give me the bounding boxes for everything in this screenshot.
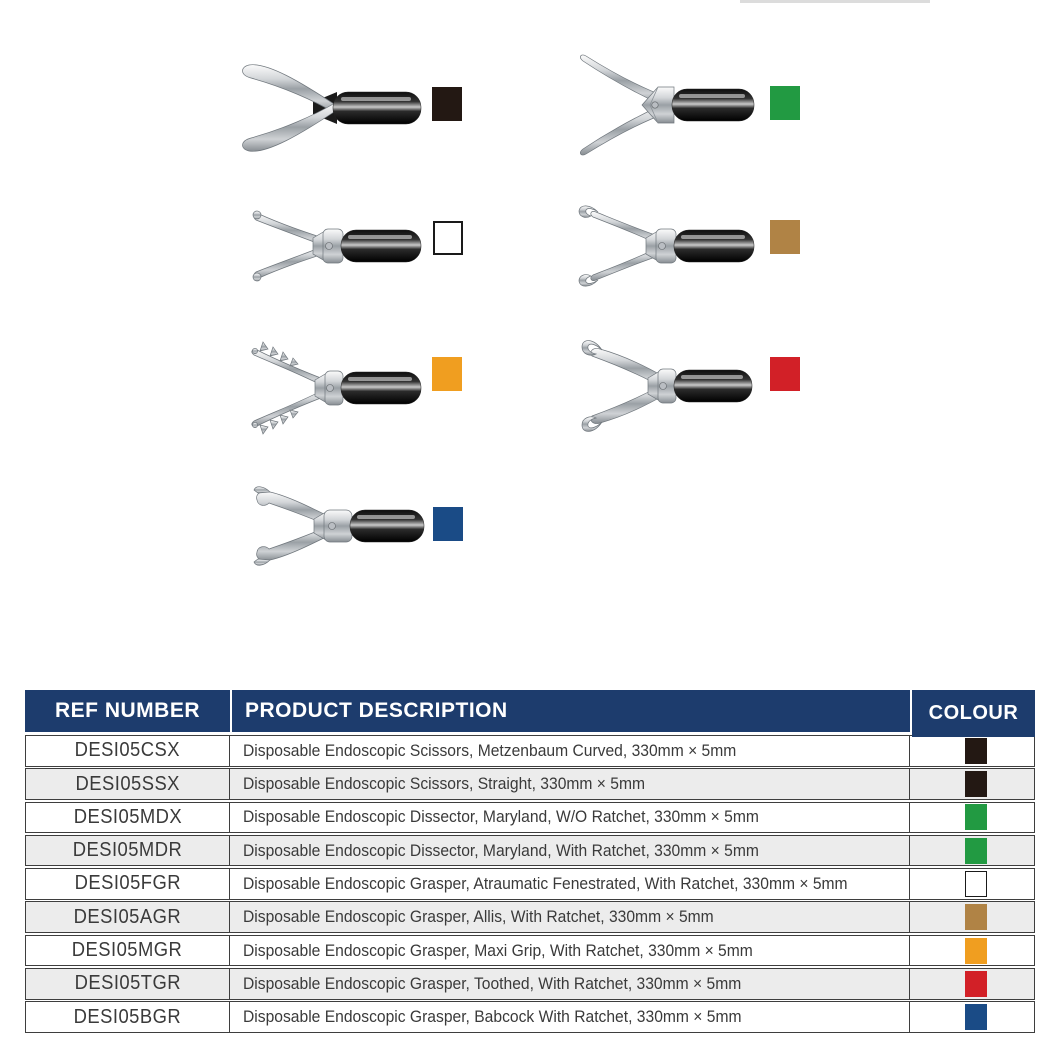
ref-number: DESI05FGR bbox=[74, 872, 181, 895]
colour-swatch bbox=[965, 771, 987, 797]
colour-swatch-black bbox=[432, 87, 462, 121]
product-description: Disposable Endoscopic Scissors, Metzenbaum Curved, 330mm × 5mm bbox=[243, 740, 737, 760]
product-description: Disposable Endoscopic Scissors, Straight, 330mm × 5mm bbox=[243, 774, 646, 794]
ref-number-cell bbox=[26, 1002, 230, 1032]
colour-cell bbox=[910, 902, 1034, 932]
colour-cell bbox=[910, 836, 1034, 866]
ref-number-cell bbox=[26, 936, 230, 966]
colour-swatch bbox=[965, 804, 987, 830]
table-header-row bbox=[25, 690, 1035, 735]
product-description-cell bbox=[230, 769, 910, 799]
product-description-cell bbox=[230, 936, 910, 966]
table-row bbox=[25, 802, 1035, 834]
colour-swatch bbox=[965, 938, 987, 964]
colour-cell bbox=[910, 936, 1034, 966]
table-row bbox=[25, 768, 1035, 800]
scissors-curved-illustration bbox=[225, 48, 425, 168]
colour-swatch-red bbox=[770, 357, 800, 391]
colour-cell bbox=[910, 803, 1034, 833]
colour-cell bbox=[910, 869, 1034, 899]
page-edge-artifact bbox=[740, 0, 930, 3]
ref-number: DESI05CSX bbox=[74, 739, 181, 762]
colour-cell bbox=[910, 736, 1034, 766]
colour-swatch-tan bbox=[770, 220, 800, 254]
table-row bbox=[25, 935, 1035, 967]
maryland-illustration bbox=[558, 45, 758, 165]
colour-swatch bbox=[965, 1004, 987, 1030]
ref-number-cell bbox=[26, 969, 230, 999]
colour-cell bbox=[910, 969, 1034, 999]
colour-swatch bbox=[965, 838, 987, 864]
ref-number-cell bbox=[26, 902, 230, 932]
colour-cell bbox=[910, 769, 1034, 799]
colour-cell bbox=[910, 1002, 1034, 1032]
instrument-maxi-grip-grasper bbox=[225, 328, 425, 448]
instrument-fenestrated-grasper bbox=[225, 186, 425, 306]
instrument-babcock-grasper bbox=[228, 466, 428, 586]
product-table bbox=[25, 690, 1035, 1035]
babcock-illustration bbox=[228, 466, 428, 586]
product-description-cell bbox=[230, 803, 910, 833]
product-description-cell bbox=[230, 836, 910, 866]
product-description: Disposable Endoscopic Grasper, Babcock With Ratchet, 330mm × 5mm bbox=[243, 1007, 742, 1027]
ref-number-cell bbox=[26, 769, 230, 799]
product-description: Disposable Endoscopic Grasper, Allis, With Ratchet, 330mm × 5mm bbox=[243, 907, 714, 927]
colour-swatch bbox=[965, 871, 987, 897]
maxi-grip-illustration bbox=[225, 328, 425, 448]
product-description: Disposable Endoscopic Dissector, Maryland, W/O Ratchet, 330mm × 5mm bbox=[243, 807, 759, 827]
toothed-illustration bbox=[556, 326, 756, 446]
ref-number: DESI05MGR bbox=[72, 939, 183, 962]
product-description-cell bbox=[230, 736, 910, 766]
table-row bbox=[25, 835, 1035, 867]
table-row bbox=[25, 868, 1035, 900]
colour-swatch-blue bbox=[433, 507, 463, 541]
colour-swatch-green bbox=[770, 86, 800, 120]
table-row bbox=[25, 968, 1035, 1000]
instrument-toothed-grasper bbox=[556, 326, 756, 446]
header-product-description: PRODUCT DESCRIPTION bbox=[232, 690, 910, 732]
header-ref-number: REF NUMBER bbox=[25, 690, 230, 732]
table-row bbox=[25, 1001, 1035, 1033]
ref-number-cell bbox=[26, 736, 230, 766]
ref-number: DESI05MDX bbox=[73, 805, 182, 828]
header-colour: COLOUR bbox=[912, 690, 1035, 737]
instrument-allis-grasper bbox=[558, 186, 758, 306]
instrument-maryland-dissector bbox=[558, 45, 758, 165]
ref-number: DESI05TGR bbox=[74, 972, 181, 995]
product-description: Disposable Endoscopic Dissector, Maryland, With Ratchet, 330mm × 5mm bbox=[243, 840, 759, 860]
colour-swatch bbox=[965, 971, 987, 997]
ref-number-cell bbox=[26, 803, 230, 833]
colour-swatch-white bbox=[433, 221, 463, 255]
product-description: Disposable Endoscopic Grasper, Atraumatic Fenestrated, With Ratchet, 330mm × 5mm bbox=[243, 873, 848, 893]
ref-number: DESI05SSX bbox=[75, 772, 180, 795]
fenestrated-illustration bbox=[225, 186, 425, 306]
ref-number: DESI05MDR bbox=[72, 839, 183, 862]
instrument-metzenbaum-scissors bbox=[225, 48, 425, 168]
product-description: Disposable Endoscopic Grasper, Toothed, With Ratchet, 330mm × 5mm bbox=[243, 973, 742, 993]
product-description-cell bbox=[230, 1002, 910, 1032]
table-body bbox=[25, 735, 1035, 1033]
ref-number: DESI05AGR bbox=[73, 905, 182, 928]
product-description: Disposable Endoscopic Grasper, Maxi Grip, With Ratchet, 330mm × 5mm bbox=[243, 940, 753, 960]
table-row bbox=[25, 735, 1035, 767]
colour-swatch bbox=[965, 738, 987, 764]
table-row bbox=[25, 901, 1035, 933]
ref-number: DESI05BGR bbox=[73, 1005, 182, 1028]
product-description-cell bbox=[230, 969, 910, 999]
ref-number-cell bbox=[26, 869, 230, 899]
allis-illustration bbox=[558, 186, 758, 306]
colour-swatch bbox=[965, 904, 987, 930]
colour-swatch-orange bbox=[432, 357, 462, 391]
ref-number-cell bbox=[26, 836, 230, 866]
product-description-cell bbox=[230, 902, 910, 932]
product-description-cell bbox=[230, 869, 910, 899]
